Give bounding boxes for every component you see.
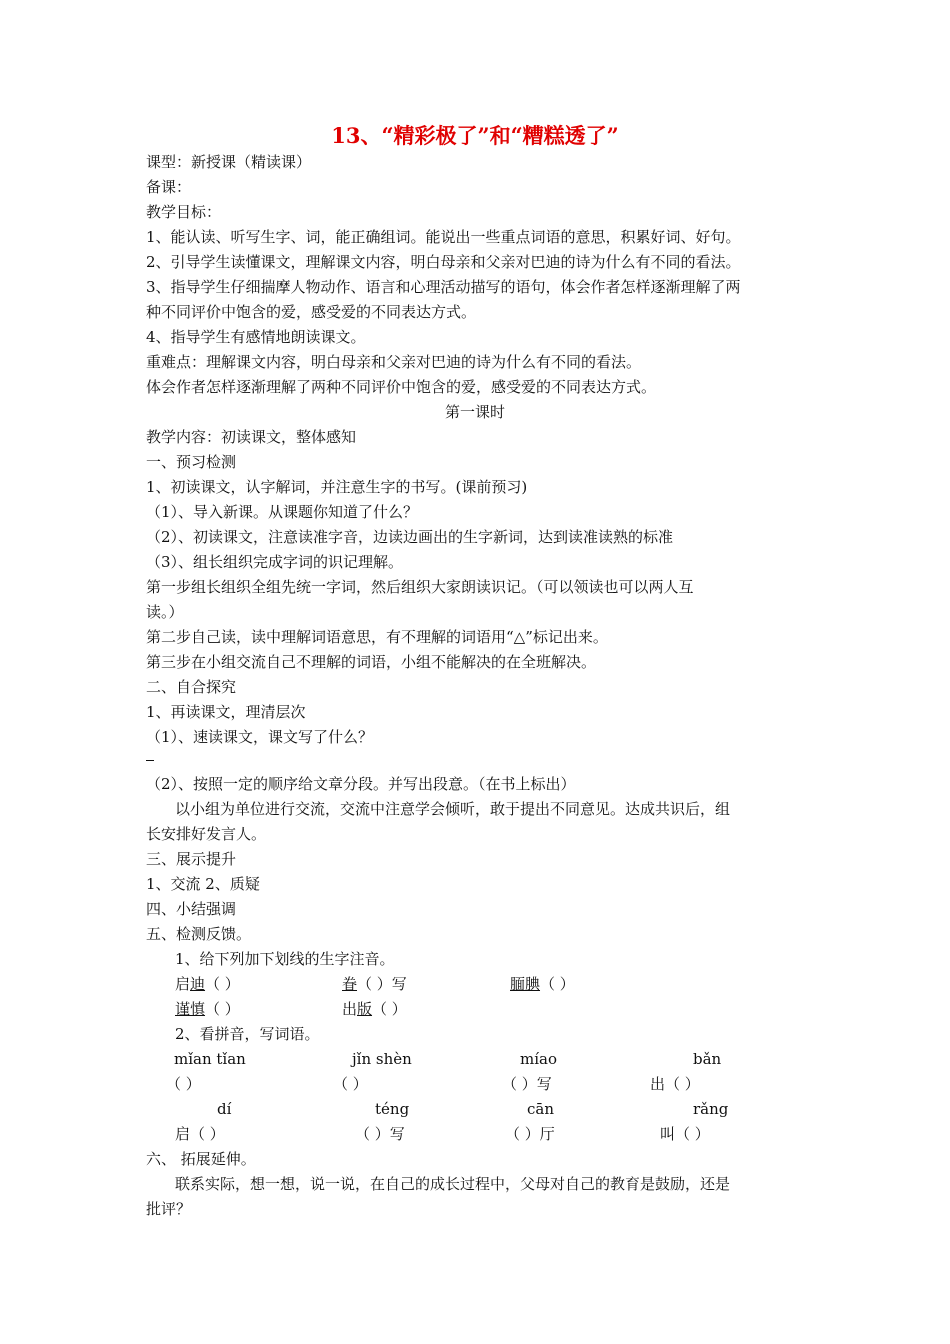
group-discussion-cont: 长安排好发言人。 [146, 825, 267, 843]
answer-blank: （ ） [166, 1075, 201, 1093]
key-points: 重难点：理解课文内容，明白母亲和父亲对巴迪的诗为什么有不同的看法。 [146, 353, 642, 371]
exercise-1-item: 眷（ ）写 [342, 975, 407, 993]
lesson-heading: 第一课时 [444, 403, 505, 421]
section-4-heading: 四、小结强调 [146, 900, 237, 918]
exercise-2-prompt: 2、看拼音，写词语。 [175, 1025, 320, 1043]
objective-2: 2、引导学生读懂课文，理解课文内容，明白母亲和父亲对巴迪的诗为什么有不同的看法。 [146, 253, 741, 271]
group-discussion: 以小组为单位进行交流，交流中注意学会倾听，敢于提出不同意见。达成共识后，组 [175, 800, 731, 818]
substep-3: 第三步在小组交流自己不理解的词语，小组不能解决的在全班解决。 [146, 653, 597, 671]
section-2-heading: 二、自合探究 [146, 678, 237, 696]
extension-question-cont: 批评？ [146, 1200, 192, 1218]
pinyin-label: mǐan tǐan [174, 1050, 246, 1068]
exercise-1-item: 腼腆（ ） [510, 975, 575, 993]
pinyin-label: míao [520, 1050, 557, 1068]
pinyin-label: dí [217, 1100, 232, 1118]
step-1-1: （1）、导入新课。从课题你知道了什么？ [146, 503, 419, 521]
step-2-1: （1）、速读课文，课文写了什么？ [146, 728, 374, 746]
pinyin-label: téng [375, 1100, 410, 1118]
step-1: 1、初读课文，认字解词，并注意生字的书写。(课前预习) [146, 478, 528, 496]
exercise-1-prompt: 1、给下列加下划线的生字注音。 [175, 950, 395, 968]
answer-blank: （ ）厅 [505, 1125, 555, 1143]
answer-blank: （ ）写 [502, 1075, 552, 1093]
exercise-1-item: 启迪（ ） [175, 975, 240, 993]
substep-1: 第一步组长组织全组先统一字词，然后组织大家朗读识记。（可以领读也可以两人互 [146, 578, 694, 596]
section-3-heading: 三、展示提升 [146, 850, 237, 868]
objective-4: 4、指导学生有感情地朗读课文。 [146, 328, 366, 346]
pinyin-label: bǎn [693, 1050, 722, 1068]
section-1-heading: 一、预习检测 [146, 453, 237, 471]
key-points-cont: 体会作者怎样逐渐理解了两种不同评价中饱含的爱，感受爱的不同表达方式。 [146, 378, 657, 396]
answer-blank: 叫（ ） [660, 1125, 710, 1143]
course-type: 课型：新授课（精读课） [146, 153, 312, 171]
pinyin-label: rǎng [693, 1100, 729, 1118]
objective-1: 1、能认读、听写生字、词，能正确组词。能说出一些重点词语的意思，积累好词、好句。 [146, 228, 741, 246]
substep-2: 第二步自己读，读中理解词语意思，有不理解的词语用“△”标记出来。 [146, 628, 608, 646]
objective-3-cont: 种不同评价中饱含的爱，感受爱的不同表达方式。 [146, 303, 477, 321]
section-3-items: 1、交流 2、质疑 [146, 875, 260, 893]
answer-blank: 启（ ） [175, 1125, 225, 1143]
section-5-heading: 五、检测反馈。 [146, 925, 252, 943]
answer-blank: （ ）写 [355, 1125, 405, 1143]
answer-line [146, 760, 154, 761]
step-1-2: （2）、初读课文，注意读准字音，边读边画出的生字新词，达到读准读熟的标准 [146, 528, 674, 546]
step-1-3: （3）、组长组织完成字词的识记理解。 [146, 553, 404, 571]
extension-question: 联系实际，想一想，说一说，在自己的成长过程中，父母对自己的教育是鼓励，还是 [175, 1175, 731, 1193]
answer-blank: （ ） [333, 1075, 368, 1093]
pinyin-label: cān [527, 1100, 555, 1118]
pinyin-label: jǐn shèn [352, 1050, 412, 1068]
document-title: 13、“精彩极了”和“糟糕透了” [331, 123, 619, 148]
objective-3: 3、指导学生仔细揣摩人物动作、语言和心理活动描写的语句，体会作者怎样逐渐理解了两 [146, 278, 741, 296]
step-2: 1、再读课文，理清层次 [146, 703, 306, 721]
answer-blank: 出（ ） [650, 1075, 700, 1093]
step-2-2: （2）、按照一定的顺序给文章分段。并写出段意。（在书上标出） [146, 775, 576, 793]
teaching-content: 教学内容：初读课文，整体感知 [146, 428, 357, 446]
exercise-1-item: 谨慎（ ） [175, 1000, 240, 1018]
substep-1-cont: 读。） [146, 603, 184, 621]
prep-label: 备课： [146, 178, 192, 196]
exercise-1-item: 出版（ ） [342, 1000, 407, 1018]
objectives-heading: 教学目标： [146, 203, 222, 221]
section-6-heading: 六、 拓展延伸。 [146, 1150, 256, 1168]
